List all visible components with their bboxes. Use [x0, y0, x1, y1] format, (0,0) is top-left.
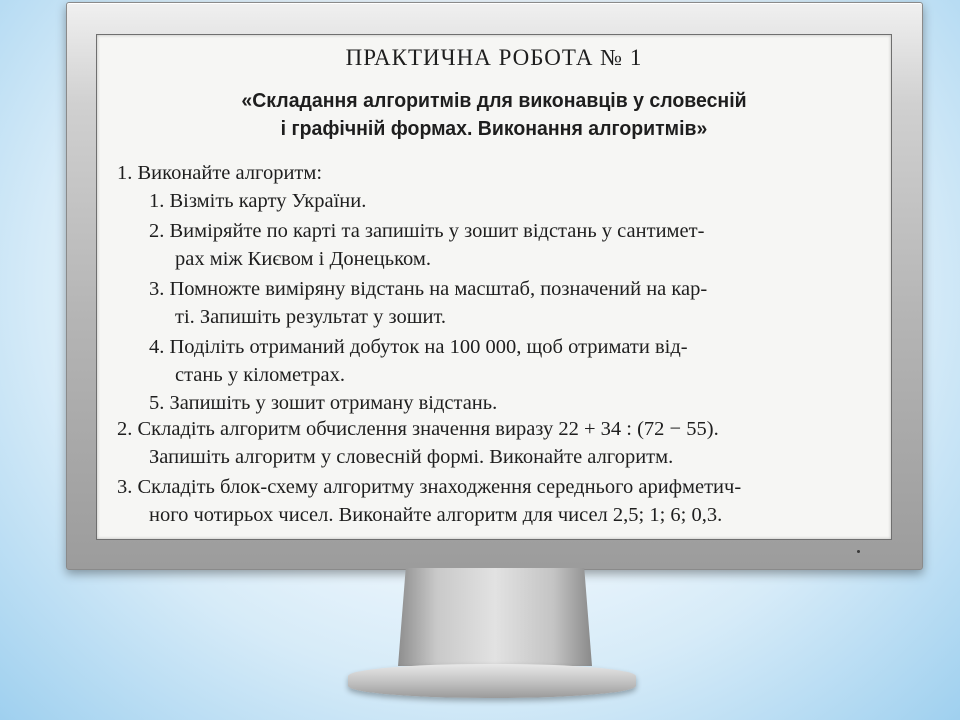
subtitle-line: «Складання алгоритмів для виконавців у словесній	[241, 90, 747, 112]
task-number: 2.	[117, 418, 133, 440]
step-number: 4.	[149, 336, 165, 358]
task-text: Складіть блок-схему алгоритму знаходження середнього арифметич-	[137, 476, 742, 498]
page-subtitle	[97, 87, 891, 143]
step-text: Поділіть отриманий добуток на 100 000, щоб отримати від-	[169, 336, 688, 358]
power-indicator	[857, 550, 860, 553]
step-number: 3.	[149, 278, 165, 300]
subtitle-line: і графічній формах. Виконання алгоритмів»	[280, 118, 708, 140]
task-text: Складіть алгоритм обчислення значення виразу 22 + 34 : (72 − 55).	[137, 418, 719, 440]
step-number: 5.	[149, 392, 165, 414]
task-3-heading	[117, 473, 741, 501]
step-number: 1.	[149, 190, 165, 212]
monitor-stand-neck	[398, 568, 592, 666]
page-title: ПРАКТИЧНА РОБОТА № 1	[345, 45, 643, 70]
step-item	[149, 275, 707, 303]
monitor-frame	[66, 2, 923, 570]
step-text: Візміть карту України.	[169, 190, 367, 212]
step-text: Виміряйте по карті та запишіть у зошит відстань у сантимет-	[169, 220, 705, 242]
step-item	[149, 389, 497, 417]
task-number: 1.	[117, 162, 133, 184]
step-number: 2.	[149, 220, 165, 242]
step-text: Запишіть у зошит отриману відстань.	[169, 392, 498, 414]
task-1-heading	[117, 159, 322, 187]
step-item	[149, 187, 366, 215]
step-text: Помножте виміряну відстань на масштаб, позначений на кар-	[169, 278, 708, 300]
task-number: 3.	[117, 476, 133, 498]
step-item	[149, 217, 704, 245]
step-text-continued: ті. Запишіть результат у зошит.	[175, 306, 447, 328]
task-text: Виконайте алгоритм:	[137, 162, 323, 184]
task-2-heading	[117, 415, 719, 443]
monitor-screen	[96, 34, 892, 540]
step-text-continued: стань у кілометрах.	[175, 364, 345, 386]
step-item	[149, 333, 688, 361]
step-text-continued: рах між Києвом і Донецьком.	[175, 248, 431, 270]
task-text-continued: Запишіть алгоритм у словесній формі. Виконайте алгоритм.	[149, 446, 674, 468]
task-text-continued: ного чотирьох чисел. Виконайте алгоритм для чисел 2,5; 1; 6; 0,3.	[149, 504, 723, 526]
monitor-stand-base	[348, 664, 636, 698]
